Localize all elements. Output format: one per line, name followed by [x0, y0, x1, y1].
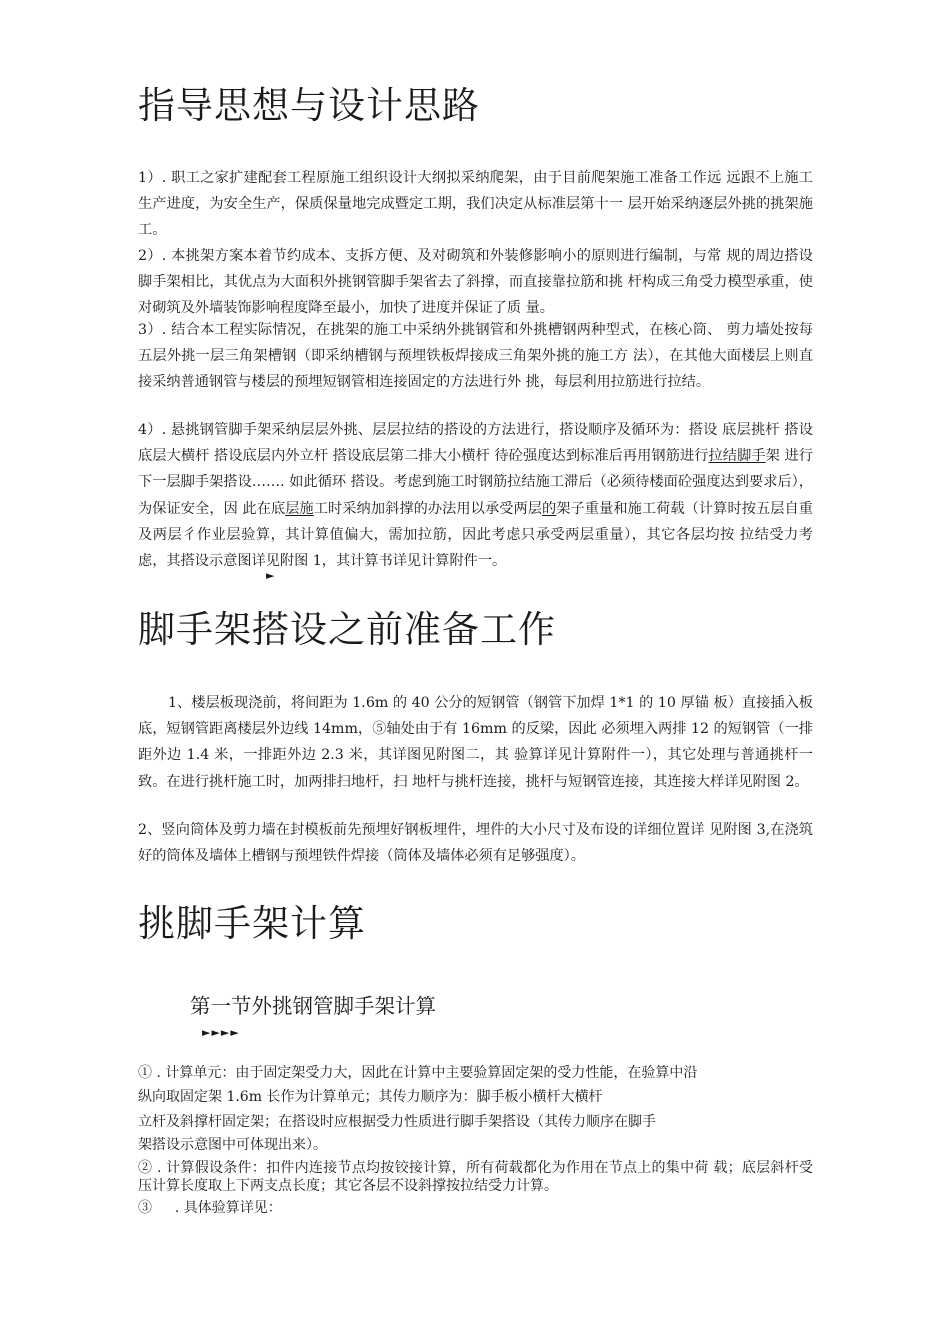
paragraph-1: 1）. 职工之家扩建配套工程原施工组织设计大纲拟采纳爬架，由于目前爬架施工准备工作远 远跟不上施工生产进度，为安全生产，保质保量地完成暨定工期，我们决定从标准层第十一 层开始采纳逐层外挑的挑架施工。	[138, 170, 813, 239]
paragraph-4-text-c: 工时采纳加斜撑的办法用以承受两层	[313, 500, 542, 517]
underlined-text-3: 的	[542, 500, 557, 517]
paragraph-3: 3）. 结合本工程实际情况，在挑架的施工中采纳外挑钢管和外挑槽钢两种型式，在核心筒、 剪力墙处按每五层外挑一层三角架槽钢（即采纳槽钢与预埋铁板焊接成三角架外挑的施工方 法），在其他大面楼层上则直接采纳普通钢管与楼层的预埋短钢管相连接固定的方法进行外 挑，每层利用拉筋进行拉结。	[138, 322, 813, 391]
paragraph-2: 2）. 本挑架方案本着节约成本、支拆方便、及对砌筑和外装修影响小的原则进行编制，与常 规的周边搭设脚手架相比，其优点为大面积外挑钢管脚手架省去了斜撑，而直接靠拉筋和挑 杆构成三角受力模型承重，使对砌筑及外墙装饰影响程度降至最小，加快了进度并保证了质 量。	[138, 248, 813, 317]
calc-line-5: ③ . 具体验算详见：	[138, 1200, 282, 1216]
calc-line-2: 纵向取固定架 1.6m 长作为计算单元；其传力顺序为：脚手板小横杆大横杆	[138, 1089, 603, 1105]
marker-arrow: ►	[266, 569, 275, 582]
section-title-calculation: 挑脚手架计算	[138, 902, 366, 945]
calc-line-1: ① . 计算单元：由于固定架受力大，因此在计算中主要验算固定架的受力性能，在验算中沿	[138, 1065, 698, 1081]
prep-paragraph-2: 2、竖向筒体及剪力墙在封模板前先预埋好钢板埋件，埋件的大小尺寸及布设的详细位置详 见附图 3,在浇筑好的筒体及墙体上槽钢与预埋铁件焊接（筒体及墙体必须有足够强度）。	[138, 822, 813, 865]
paragraph-4-text-d: 架子重量和施工荷载（计算时按五层自重 及两层彳作业层验算，其计算值偏大，需加拉筋，因此考虑只承受两层重量），其它各层均按 拉结受力考虑，其搭设示意图详见附图 1，其计算书详见计算附件一。	[138, 500, 813, 570]
underlined-text-1: 拉结脚手	[708, 448, 766, 465]
prep-paragraph-1: 1、楼层板现浇前，将间距为 1.6m 的 40 公分的短钢管（钢管下加焊 1*1 的 10 厚锚 板）直接插入板底，短钢管距离楼层外边线 14mm，⑤轴处由于有 16mm 的反梁，因此 必须埋入两排 12 的短钢管（一排距外边 1.4 米，一排距外边 2.3 米，其详图见附图二，其 验算详见计算附件一），其它处理与普通挑杆一致。在进行挑杆施工时，加两排扫地杆，扫 地杆与挑杆连接，挑杆与短钢管连接，其连接大样详见附图 2。	[138, 695, 813, 790]
calc-line-4: 架搭设示意图中可体现出来）。	[138, 1137, 327, 1153]
calc-line-3: 立杆及斜撑杆固定架；在搭设时应根据受力性质进行脚手架搭设（其传力顺序在脚手	[138, 1114, 656, 1130]
underlined-text-2: 层施	[285, 500, 314, 517]
paragraph-4-text-a: 4）. 悬挑钢管脚手架采纳层层外挑、层层拉结的搭设的方法进行，搭设顺序及循环为：搭设 底层挑杆 搭设底层大横杆 搭设底层内外立杆 搭设底层第二排大小横杆 待砼强度达到标准后再用钢筋进行	[138, 422, 813, 465]
subsection-title: 第一节外挑钢管脚手架计算	[190, 994, 436, 1018]
marker-arrows: ►►►►	[202, 1026, 240, 1039]
paragraph-4	[138, 417, 813, 574]
section-title-preparation: 脚手架搭设之前准备工作	[138, 608, 556, 651]
paragraph-4-text-b: 架 进行下一层脚手架搭设……. 如此循环 搭设。考虑到施工时钢筋拉结施工滞后（必须待楼面砼强度达到要求后），为保证安全，因 此在底	[138, 448, 813, 517]
section-title-guiding-ideas: 指导思想与设计思路	[138, 84, 480, 127]
calc-paragraph-2: ② . 计算假设条件：扣件内连接节点均按铰接计算，所有荷载都化为作用在节点上的集中荷 载；底层斜杆受压计算长度取上下两支点长度；其它各层不设斜撑按拉结受力计算。	[138, 1160, 813, 1194]
